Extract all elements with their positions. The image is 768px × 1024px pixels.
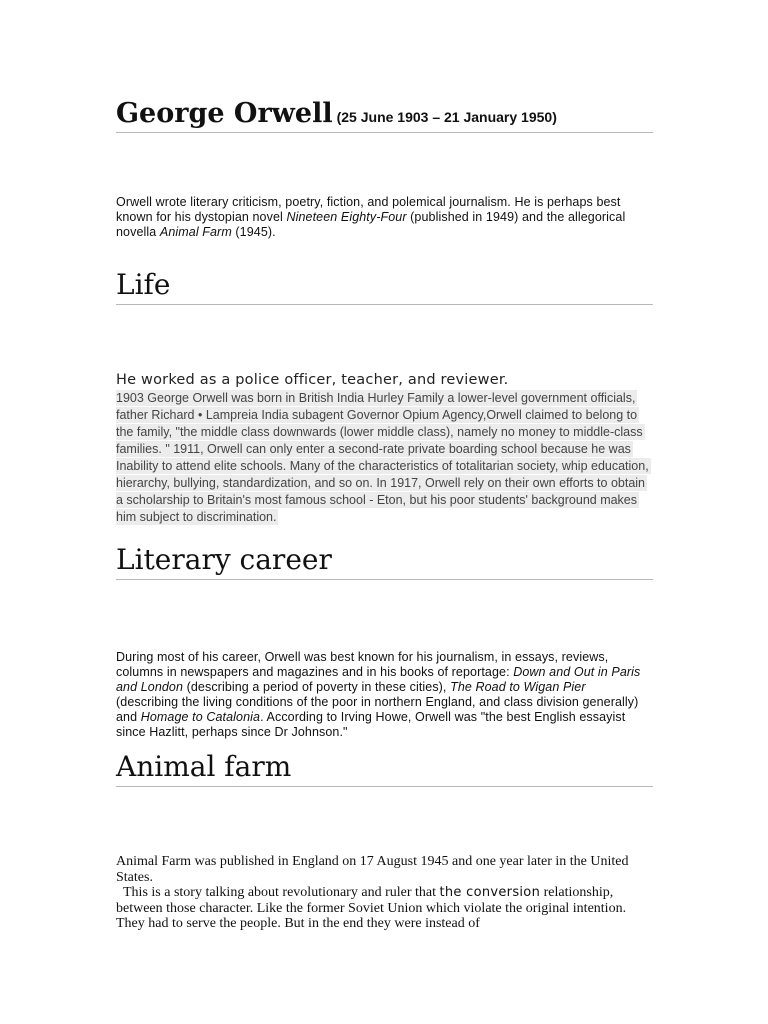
page-title [116, 98, 653, 133]
section-heading-literary-career: Literary career [116, 542, 653, 580]
intro-novel-2: Animal Farm [159, 225, 232, 239]
intro-text-1: Orwell wrote literary criticism, poetry, fiction, and polemical journalism. He is perhaps best known for his dystopian novel [116, 195, 621, 224]
career-book-3: Homage to Catalonia [140, 710, 261, 724]
animal-paragraph-1: Animal Farm was published in England on 17 August 1945 and one year later in the United States. [116, 854, 629, 885]
career-text-4: . According to Irving Howe, Orwell was "the best English essayist since Hazlitt, perhaps since Dr Johnson." [116, 710, 626, 739]
animal-text-1: This is a story talking about revolutionary and ruler that [116, 885, 440, 900]
section-heading-life: Life [116, 267, 653, 305]
animal-text-2: the conversion [439, 885, 541, 900]
title-dates: (25 June 1903 – 21 January 1950) [336, 109, 557, 125]
intro-novel-1: Nineteen Eighty-Four [286, 210, 407, 224]
career-book-1: Down and Out in Paris and London [116, 665, 641, 694]
animal-paragraph-2 [116, 885, 636, 932]
life-lead: He worked as a police officer, teacher, and reviewer. [116, 372, 509, 388]
animal-text-3: relationship, between those character. Like the former Soviet Union which violate the original intention. They had to serve the people. But in the end they were instead of [116, 885, 630, 931]
section-heading-animal-farm: Animal farm [116, 749, 653, 787]
title-name: George Orwell [116, 98, 333, 129]
career-book-2: The Road to Wigan Pier [450, 680, 586, 694]
intro-text-3: (1945). [231, 225, 276, 239]
career-text-3: (describing the living conditions of the poor in northern England, and class division generally) and [116, 695, 639, 724]
career-paragraph [116, 650, 646, 740]
career-text-1: During most of his career, Orwell was best known for his journalism, in essays, reviews, columns in newspapers and magazines and in his books of reportage: [116, 650, 609, 679]
life-body: 1903 George Orwell was born in British India Hurley Family a lower-level government officials, father Richard • Lampreia India subagent Governor Opium Agency,Orwell claimed to belong to the family, "the middle class downwards (lower middle class), namely no money to middle-class families. " 1911, Orwell can only enter a second-rate private boarding school because he was Inability to attend elite schools. Many of the characteristics of totalitarian society, whip education, hierarchy, bullying, standardization, and so on. In 1917, Orwell rely on their own efforts to obtain a scholarship to Britain's most famous school - Eton, but his poor students' background makes him subject to discrimination. [116, 391, 649, 524]
life-paragraph [116, 390, 651, 526]
intro-text-2: (published in 1949) and the allegorical novella [116, 210, 626, 239]
intro-paragraph [116, 195, 646, 240]
career-text-2: (describing a period of poverty in these cities), [183, 680, 451, 694]
